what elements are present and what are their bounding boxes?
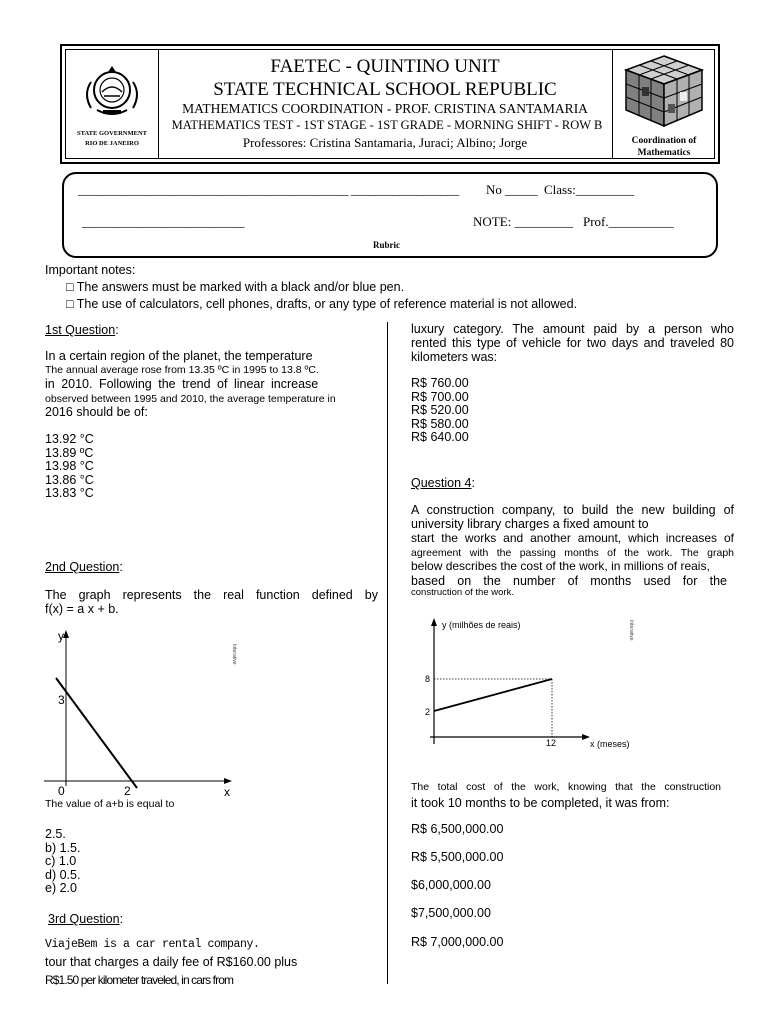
q1-option-d[interactable]: 13.86 °C <box>45 472 94 487</box>
q3-text-1: ViajeBem is a car rental company. <box>45 938 260 951</box>
q2-option-c[interactable]: c) 1.0 <box>45 854 77 868</box>
note-item-calculator: □ The use of calculators, cell phones, drafts, or any type of reference material is not allowed. <box>66 297 578 311</box>
logo-caption-state: RIO DE JANEIRO <box>85 140 139 147</box>
q4-text-3: start the works and another amount, which increases of <box>411 531 734 545</box>
q4-option-e[interactable]: R$ 7,000,000.00 <box>411 935 504 949</box>
q1-option-a[interactable]: 13.92 °C <box>45 432 94 446</box>
q3-text-5: rented this type of vehicle for two days and traveled 80 <box>411 336 734 350</box>
q4-text-1: A construction company, to build the new building of <box>411 503 734 517</box>
q4-text-2: university library charges a fixed amount to <box>411 517 649 531</box>
q1-text-2: The annual average rose from 13.35 ºC in 1995 to 13.8 ºC. <box>45 364 319 376</box>
secondary-field-line[interactable]: ___________________________ <box>82 214 244 229</box>
q2-origin-label: 0 <box>58 784 65 798</box>
q4-option-d[interactable]: $7,500,000.00 <box>411 906 491 920</box>
q2-y-label: y <box>58 629 64 643</box>
q1-colon: : <box>115 323 119 337</box>
q2-x-label: x <box>224 785 230 799</box>
q2-option-b[interactable]: b) 1.5. <box>45 840 81 855</box>
q2-x-intercept-label: 2 <box>124 784 131 798</box>
state-coat-of-arms <box>66 60 158 156</box>
q4-text-5: below describes the cost of the work, in millions of reais, <box>411 559 710 573</box>
q2-watermark: Interative <box>231 644 237 665</box>
q3-option-e[interactable]: R$ 640.00 <box>411 430 469 444</box>
q3-option-d[interactable]: R$ 580.00 <box>411 416 469 431</box>
name-field-line[interactable]: _____________________________________________ __________________ <box>78 182 459 197</box>
q1-text-4: observed between 1995 and 2010, the average temperature in <box>45 393 336 405</box>
q1-text-3: in 2010. Following the trend of linear increase <box>45 377 319 391</box>
q4-graph <box>410 612 650 756</box>
q4-title: Question 4 <box>411 476 472 490</box>
q3-options <box>411 377 469 445</box>
q1-text-1: In a certain region of the planet, the temperature <box>45 349 313 363</box>
header-divider-left <box>158 49 159 159</box>
q2-heading <box>45 560 123 574</box>
q1-options <box>45 433 94 501</box>
q4-option-c[interactable]: $6,000,000.00 <box>411 878 491 892</box>
q4-x-mark-label: 12 <box>546 738 557 748</box>
note-item-pen: □ The answers must be marked with a black and/or blue pen. <box>66 280 405 294</box>
q2-graph <box>44 626 244 802</box>
q4-colon: : <box>471 476 475 490</box>
q3-text-4: luxury category. The amount paid by a person who <box>411 322 734 336</box>
q4-y-label: y (milhões de reais) <box>442 620 521 630</box>
q2-option-a[interactable]: 2.5. <box>45 827 66 841</box>
mathematics-label: Mathematics <box>637 148 691 158</box>
notes-heading: Important notes: <box>45 263 136 277</box>
test-info-line: MATHEMATICS TEST - 1ST STAGE - 1ST GRADE - MORNING SHIFT - ROW B <box>171 118 603 132</box>
q4-text-8: The total cost of the work, knowing that the construction <box>411 781 721 793</box>
q1-title: 1st Question <box>45 323 116 337</box>
q4-cost-line <box>434 679 552 711</box>
rubric-label: Rubric <box>373 240 400 250</box>
q2-title: 2nd Question <box>45 560 120 574</box>
q2-x-arrow <box>224 778 232 784</box>
q2-option-e[interactable]: e) 2.0 <box>45 881 77 895</box>
q2-options <box>45 828 80 896</box>
logo-caption-government: STATE GOVERNMENT <box>76 130 147 137</box>
prof-field[interactable]: Prof.__________ <box>583 214 674 229</box>
note-field[interactable]: NOTE: _________ <box>473 214 574 229</box>
q2-question: The value of a+b is equal to <box>45 798 175 810</box>
rubik-cube-logo <box>614 52 714 156</box>
q4-option-b[interactable]: R$ 5,500,000.00 <box>411 850 504 864</box>
school-title: FAETEC - QUINTINO UNIT <box>270 56 500 77</box>
q4-text-6: based on the number of months used for the <box>411 574 727 588</box>
q3-text-6: kilometers was: <box>411 350 498 364</box>
q2-text-1: The graph represents the real function defined by <box>45 588 378 602</box>
q2-option-d[interactable]: d) 0.5. <box>45 867 81 882</box>
q1-option-b[interactable]: 13.89 ºC <box>45 445 94 460</box>
q1-heading <box>45 323 119 337</box>
q3-option-b[interactable]: R$ 700.00 <box>411 389 469 404</box>
q2-y-intercept-label: 3 <box>58 693 65 707</box>
q4-option-a[interactable]: R$ 6,500,000.00 <box>411 822 504 836</box>
q4-x-label: x (meses) <box>590 739 630 749</box>
q1-option-e[interactable]: 13.83 °C <box>45 486 94 500</box>
q1-option-c[interactable]: 13.98 °C <box>45 459 94 473</box>
q4-y-arrow <box>431 618 437 626</box>
q4-text-7: construction of the work. <box>411 587 514 598</box>
coordination-label: Coordination of <box>631 136 697 146</box>
coordination-line: MATHEMATICS COORDINATION - PROF. CRISTINA SANTAMARIA <box>182 101 588 116</box>
q3-option-a[interactable]: R$ 760.00 <box>411 376 469 390</box>
coat-of-arms-icon <box>77 60 147 124</box>
class-field[interactable]: Class:_________ <box>544 182 635 197</box>
header-divider-right <box>612 49 613 159</box>
school-subtitle: STATE TECHNICAL SCHOOL REPUBLIC <box>213 79 557 100</box>
q2-colon: : <box>119 560 123 574</box>
q4-watermark: Interative <box>628 620 634 641</box>
q3-colon: : <box>119 912 124 926</box>
q3-title: 3rd Question <box>48 912 120 926</box>
number-field[interactable]: No _____ <box>486 182 538 197</box>
q2-text-2: f(x) = a x + b. <box>45 602 119 616</box>
q4-text-9: it took 10 months to be completed, it was from: <box>411 796 670 810</box>
q4-x-arrow <box>582 734 590 740</box>
q3-option-c[interactable]: R$ 520.00 <box>411 403 469 417</box>
q4-y-high-label: 8 <box>425 674 431 684</box>
q4-y-low-label: 2 <box>425 707 431 717</box>
q2-function-line <box>56 678 137 788</box>
q4-text-4: agreement with the passing months of the work. The graph <box>411 547 734 559</box>
q3-text-2: tour that charges a daily fee of R$160.00 plus <box>45 955 298 969</box>
rubik-cube-icon <box>620 52 708 128</box>
column-divider <box>387 322 388 984</box>
q3-heading <box>48 912 123 926</box>
q4-heading <box>411 476 475 490</box>
q3-text-3: R$1.50 per kilometer traveled, in cars from <box>45 973 234 987</box>
professors-line: Professores: Cristina Santamaria, Juraci; Albino; Jorge <box>242 135 528 150</box>
q1-text-5: 2016 should be of: <box>45 405 148 419</box>
